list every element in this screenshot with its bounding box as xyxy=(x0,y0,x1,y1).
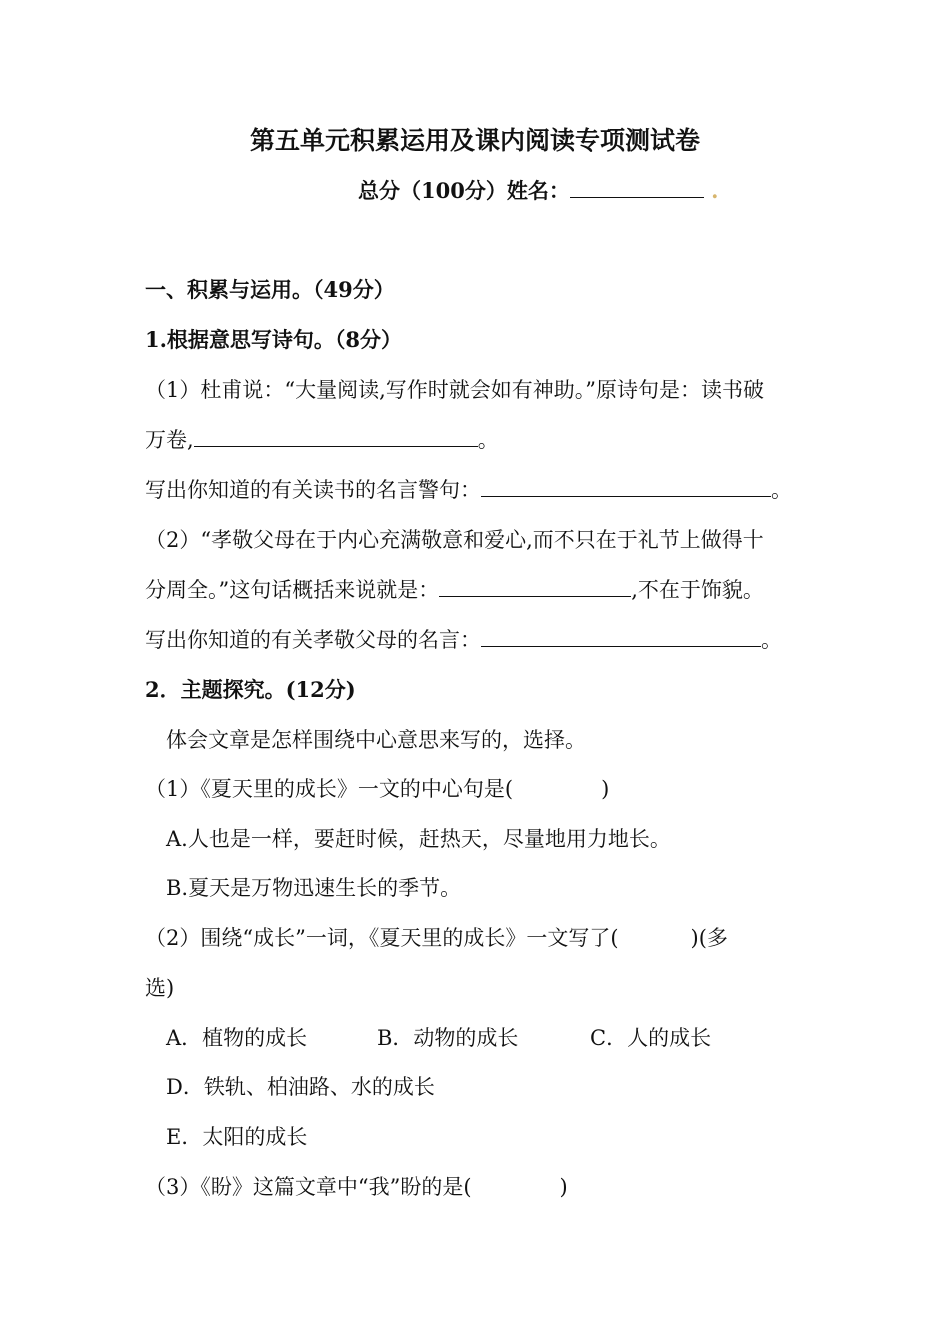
option-d: D．铁轨、柏油路、水的成长 xyxy=(166,1075,435,1099)
filial-quote-blank[interactable] xyxy=(481,626,761,647)
q2-sub1-option-a: A.人也是一样，要赶时候，赶热天，尽量地用力地长。 xyxy=(166,827,671,851)
q2-sub3-text: （3）《盼》这篇文章中“我”盼的是( xyxy=(145,1175,472,1199)
q1-part1-line1: （1）杜甫说：“大量阅读,写作时就会如有神助。”原诗句是：读书破 xyxy=(145,378,765,402)
q2-sub1-option-b: B.夏天是万物迅速生长的季节。 xyxy=(166,876,462,900)
reading-quote-blank[interactable] xyxy=(481,476,771,497)
q2-sub3 xyxy=(145,1173,568,1201)
q2-sub1-text: （1）《夏天里的成长》一文的中心句是( xyxy=(145,777,514,801)
question-1-heading: 1.根据意思写诗句。（8分） xyxy=(145,327,403,352)
punct: ) xyxy=(601,777,610,801)
q2-sub1 xyxy=(145,775,609,803)
poem-answer-blank[interactable] xyxy=(194,426,478,447)
q1-filial-quote-line xyxy=(145,626,782,654)
stray-dot: . xyxy=(711,178,719,203)
q1-part2-tail: ,不在于饰貌。 xyxy=(631,578,764,602)
total-score: 总分（100分） xyxy=(358,178,507,203)
q2-sub2-line2: 选) xyxy=(145,976,175,1000)
name-label: 姓名： xyxy=(506,178,570,203)
q1-reading-quote-line xyxy=(145,476,792,504)
option-e: E．太阳的成长 xyxy=(166,1125,308,1149)
punct: ) xyxy=(559,1175,568,1199)
q2-intro: 体会文章是怎样围绕中心意思来写的，选择。 xyxy=(166,728,586,752)
punct: 。 xyxy=(477,428,499,452)
option-b: B．动物的成长 xyxy=(377,1026,519,1050)
score-name-line xyxy=(358,177,718,205)
reading-quote-prompt: 写出你知道的有关读书的名言警句： xyxy=(145,478,481,502)
question-2-heading: 2．主题探究。(12分) xyxy=(145,677,356,702)
option-c: C．人的成长 xyxy=(590,1026,712,1050)
q1-part2-text: 分周全。”这句话概括来说就是： xyxy=(145,578,440,602)
q1-part1-text: 万卷, xyxy=(145,428,194,452)
section-heading: 一、积累与运用。（49分） xyxy=(145,277,395,302)
option-a: A．植物的成长 xyxy=(166,1026,308,1050)
filial-quote-prompt: 写出你知道的有关孝敬父母的名言： xyxy=(145,628,481,652)
page-title: 第五单元积累运用及课内阅读专项测试卷 xyxy=(249,126,700,155)
punct: 。 xyxy=(771,478,792,502)
q1-part2-line2 xyxy=(145,576,764,604)
multi-select-note: )(多 xyxy=(690,926,728,950)
q1-part2-line1: （2）“孝敬父母在于内心充满敬意和爱心,而不只在于礼节上做得十 xyxy=(145,528,764,552)
summary-blank[interactable] xyxy=(439,576,631,597)
punct: 。 xyxy=(761,628,782,652)
name-blank[interactable] xyxy=(570,177,704,198)
q2-sub2-line1 xyxy=(145,924,728,952)
q2-sub2-text: （2）围绕“成长”一词，《夏天里的成长》一文写了( xyxy=(145,926,619,950)
q1-part1-line2 xyxy=(145,426,499,454)
